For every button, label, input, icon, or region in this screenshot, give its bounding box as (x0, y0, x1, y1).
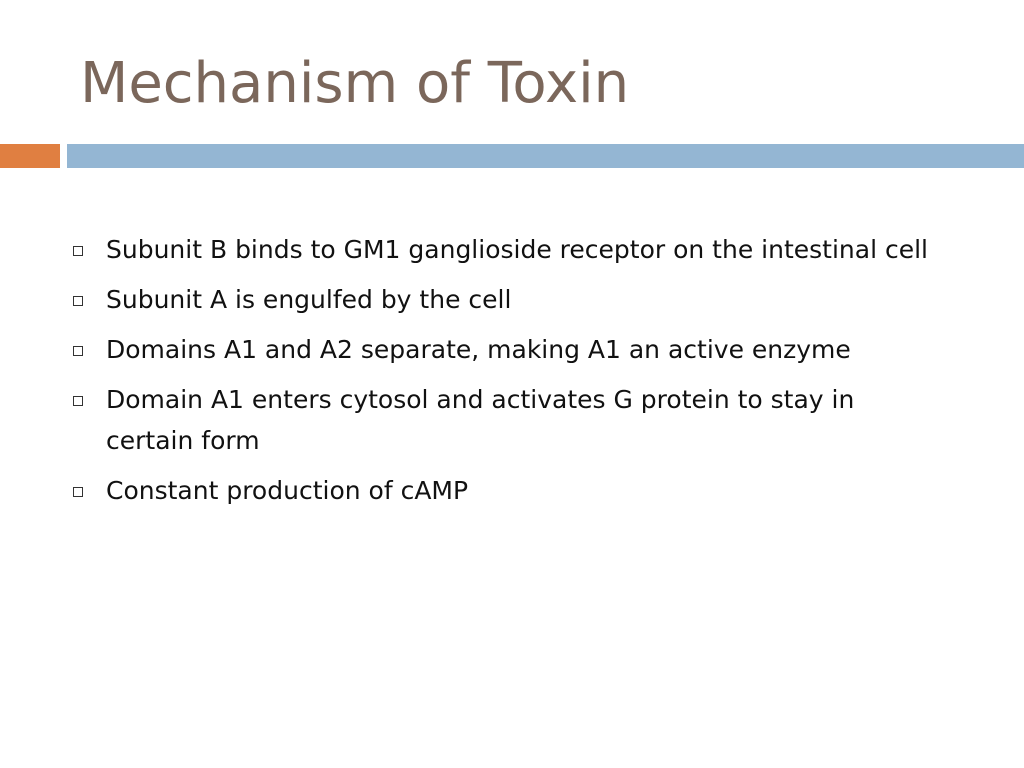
bullet-item (66, 329, 946, 370)
bullet-item (66, 379, 946, 461)
square-bullet-icon (73, 346, 83, 356)
square-bullet-icon (73, 246, 83, 256)
blue-accent-bar (67, 144, 1024, 168)
bullet-text: Subunit A is engulfed by the cell (106, 285, 512, 314)
bullet-item (66, 279, 946, 320)
bullet-text: Constant production of cAMP (106, 476, 469, 505)
orange-accent-bar (0, 144, 60, 168)
bullet-text: Domains A1 and A2 separate, making A1 an active enzyme (106, 335, 851, 364)
square-bullet-icon (73, 296, 83, 306)
bullet-item (66, 470, 946, 511)
bullet-text: Domain A1 enters cytosol and activates G protein to stay in certain form (106, 385, 855, 455)
bullet-item (66, 229, 946, 270)
square-bullet-icon (73, 487, 83, 497)
slide-title: Mechanism of Toxin (80, 51, 630, 116)
bullet-text: Subunit B binds to GM1 ganglioside receptor on the intestinal cell (106, 235, 928, 264)
bullet-list (66, 229, 946, 520)
square-bullet-icon (73, 396, 83, 406)
